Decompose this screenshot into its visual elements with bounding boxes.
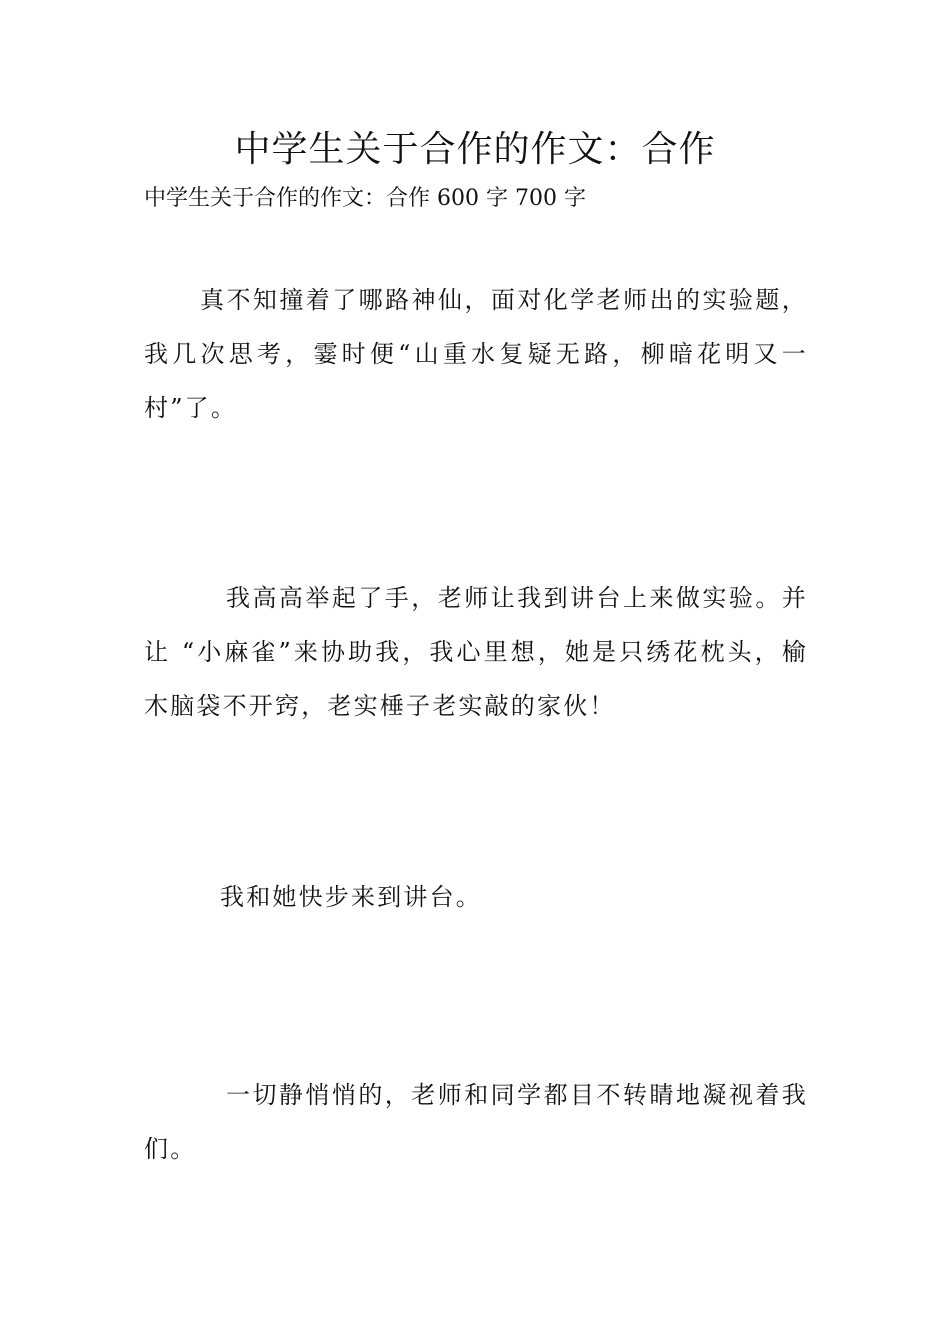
- document-subtitle: 中学生关于合作的作文：合作 600 字 700 字: [144, 186, 586, 211]
- paragraph: 真不知撞着了哪路神仙，面对化学老师出的实验题，我几次思考，霎时便“山重水复疑无路，柳暗花明又一村”了。: [144, 286, 808, 422]
- paragraph: 一切静悄悄的，老师和同学都目不转睛地凝视着我们。: [144, 1081, 808, 1163]
- paragraph: 我和她快步来到讲台。: [220, 883, 482, 911]
- paragraph: 我高高举起了手，老师让我到讲台上来做实验。并让 “小麻雀”来协助我，我心里想，她是只绣花枕头，榆木脑袋不开窍，老实棰子老实敲的家伙！: [144, 584, 808, 720]
- document-title: 中学生关于合作的作文：合作: [234, 129, 716, 170]
